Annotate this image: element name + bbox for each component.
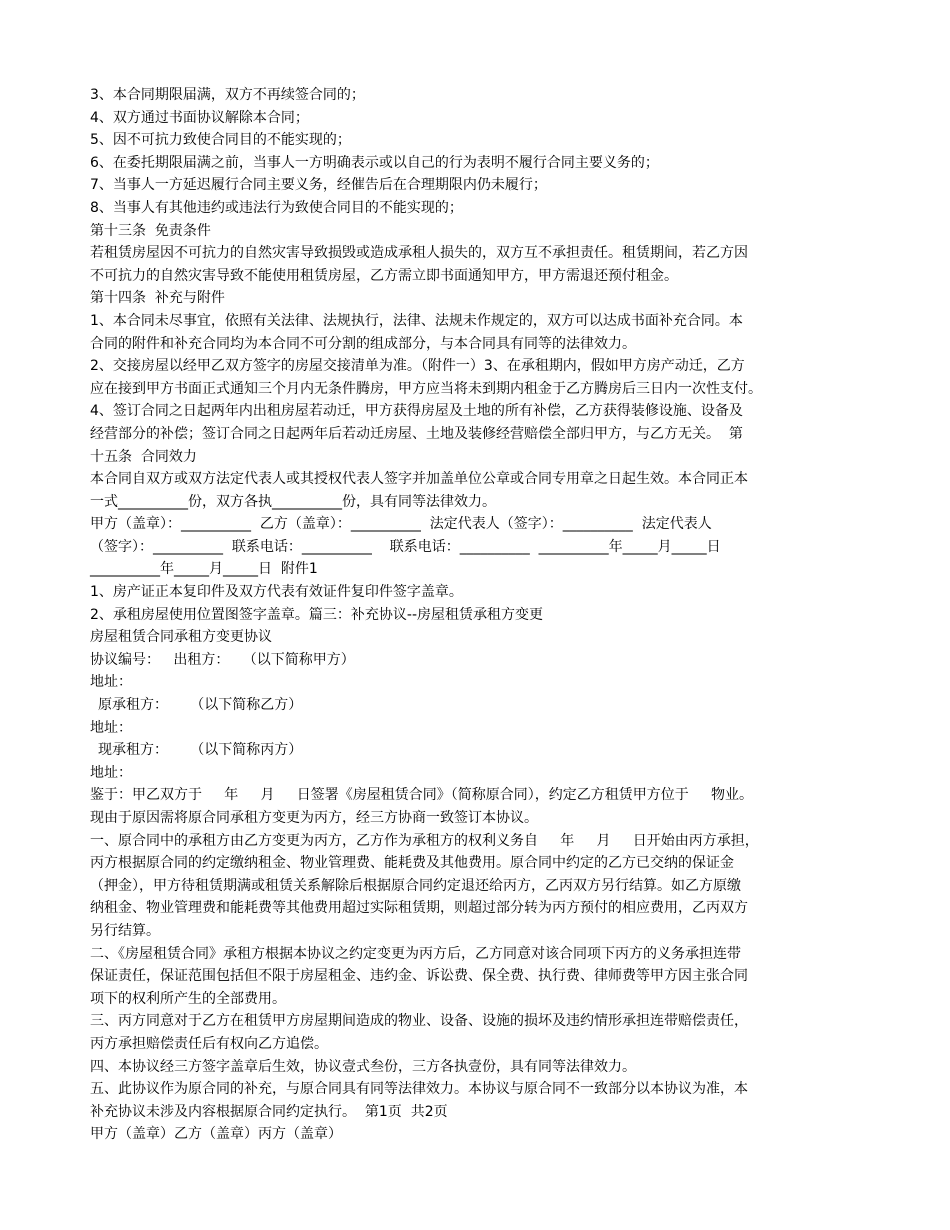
text-line: 另行结算。 [90,922,160,939]
agreement-field: 现承租方： （以下简称丙方） [98,742,303,759]
text-line: 一式__________份，双方各执__________份，具有同等法律效力。 [90,493,496,510]
text-line: 纳租金、物业管理费和能耗费等其他费用超过实际租赁期，则超过部分转为丙方预付的相应费用，乙丙双方 [90,900,748,917]
text-line: 8、当事人有其他违约或违法行为致使合同目的不能实现的； [90,199,463,216]
text-line: 1、房产证正本复印件及双方代表有效证件复印件签字盖章。 [90,584,463,601]
text-line: 二、《房屋租赁合同》承租方根据本协议之约定变更为丙方后，乙方同意对该合同项下丙方的义务承担连带 [90,945,741,962]
text-line: 现由于原因需将原合同承租方变更为丙方，经三方协商一致签订本协议。 [90,810,538,826]
text-line: 合同的附件和补充合同均为本合同不可分割的组成部分，与本合同具有同等的法律效力。 [90,335,636,352]
text-line: 保证责任，保证范围包括但不限于房屋租金、违约金、诉讼费、保全费、执行费、律师费等甲方因主张合同 [90,968,748,985]
text-line: 2、交接房屋以经甲乙双方签字的房屋交接清单为准。（附件一）3、在承租期内，假如甲方房产动迁，乙方 [90,358,745,375]
text-line: 五、此协议作为原合同的补充，与原合同具有同等法律效力。本协议与原合同不一致部分以本协议为准，本 [90,1081,748,1098]
agreement-field: 地址： [90,719,132,736]
agreement-field: 地址： [90,764,132,781]
text-line: 补充协议未涉及内容根据原合同约定执行。 第1页 共2页 [90,1103,448,1120]
text-line: 5、因不可抗力致使合同目的不能实现的； [90,132,351,149]
text-line: 2、承租房屋使用位置图签字盖章。篇三：补充协议--房屋租赁承租方变更 [90,606,544,623]
text-line: 应在接到甲方书面正式通知三个月内无条件腾房，甲方应当将未到期内租金于乙方腾房后三日内一次性支付。 [90,380,762,397]
text-line: 四、本协议经三方签字盖章后生效，协议壹式叁份，三方各执壹份，具有同等法律效力。 [90,1058,636,1075]
text-line: 若租赁房屋因不可抗力的自然灾害导致损毁或造成承租人损失的，双方互不承担责任。租赁期间，若乙方因 [90,245,748,262]
text-line: 三、丙方同意对于乙方在租赁甲方房屋期间造成的物业、设备、设施的损坏及违约情形承担连带赔偿责任， [90,1013,748,1030]
signature-line: 甲方（盖章）乙方（盖章）丙方（盖章） [90,1126,342,1143]
agreement-field: 协议编号： 出租方： （以下简称甲方） [90,651,355,668]
text-line: 不可抗力的自然灾害导致不能使用租赁房屋，乙方需立即书面通知甲方，甲方需退还预付租金。 [90,267,678,284]
text-line: 丙方承担赔偿责任后有权向乙方追偿。 [90,1035,328,1052]
text-line: 3、本合同期限届满，双方不再续签合同的； [90,87,365,103]
signature-line: 甲方（盖章）：__________ 乙方（盖章）：__________ 法定代表人（签字）：__________ 法定代表人 [90,516,712,533]
text-line: 鉴于：甲乙双方于 年 月 日签署《房屋租赁合同》（简称原合同），约定乙方租赁甲方位于 物业。 [90,787,754,804]
text-line: 1、本合同未尽事宜，依照有关法律、法规执行，法律、法规未作规定的，双方可以达成书面补充合同。本 [90,312,743,329]
text-line: 4、签订合同之日起两年内出租房屋若动迁，甲方获得房屋及土地的所有补偿，乙方获得装修设施、设备及 [90,403,743,420]
text-line: 一、原合同中的承租方由乙方变更为丙方，乙方作为承租方的权利义务自 年 月 日开始由丙方承担， [90,832,759,849]
text-line: 经营部分的补偿；签订合同之日起两年后若动迁房屋、土地及装修经营赔偿全部归甲方，与乙方无关。 第 [90,425,743,442]
text-line: （押金），甲方待租赁期满或租赁关系解除后根据原合同约定退还给丙方，乙丙双方另行结算。如乙方原缴 [90,877,741,894]
signature-line: __________年_____月_____日 附件1 [90,561,318,578]
signature-line: （签字）：__________ 联系电话：__________ 联系电话：__________ __________年_____月_____日 [90,538,721,555]
section-heading: 第十四条 补充与附件 [90,290,225,307]
text-line: 丙方根据原合同的约定缴纳租金、物业管理费、能耗费及其他费用。原合同中约定的乙方已交纳的保证金 [90,855,734,872]
text-line: 6、在委托期限届满之前，当事人一方明确表示或以自己的行为表明不履行合同主要义务的； [90,154,659,171]
agreement-title: 房屋租赁合同承租方变更协议 [90,629,272,646]
agreement-field: 原承租方： （以下简称乙方） [98,697,303,714]
section-heading: 第十三条 免责条件 [90,222,211,239]
text-line: 4、双方通过书面协议解除本合同； [90,109,309,126]
text-line: 7、当事人一方延迟履行合同主要义务，经催告后在合理期限内仍未履行； [90,177,547,194]
agreement-field: 地址： [90,674,132,691]
text-line: 项下的权利所产生的全部费用。 [90,990,286,1007]
section-heading: 十五条 合同效力 [90,448,197,465]
text-line: 本合同自双方或双方法定代表人或其授权代表人签字并加盖单位公章或合同专用章之日起生效。本合同正本 [90,471,748,488]
